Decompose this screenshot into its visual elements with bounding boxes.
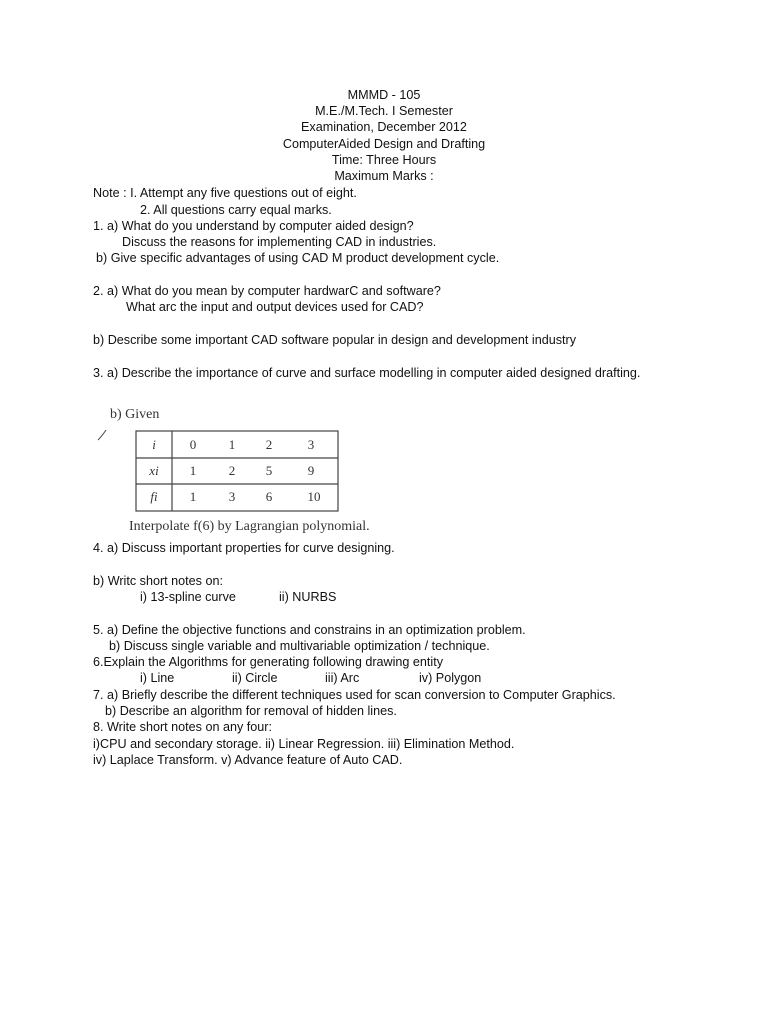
question-3a: 3. a) Describe the importance of curve and surface modelling in computer aided designed drafting. — [93, 366, 641, 380]
question-1a-continued: Discuss the reasons for implementing CAD in industries. — [122, 235, 437, 249]
question-4b-option-2: ii) NURBS — [279, 590, 337, 604]
note-line-1: Note : I. Attempt any five questions out of eight. — [93, 186, 357, 200]
question-7b: b) Describe an algorithm for removal of hidden lines. — [105, 704, 397, 718]
question-5a: 5. a) Define the objective functions and constrains in an optimization problem. — [93, 623, 526, 637]
exam-header — [0, 87, 768, 184]
question-6-option-4: iv) Polygon — [419, 671, 482, 685]
question-8: 8. Write short notes on any four: — [93, 720, 272, 734]
table-cell: 6 — [265, 489, 273, 504]
question-2a: 2. a) What do you mean by computer hardwarC and software? — [93, 284, 441, 298]
table-cell: 5 — [265, 463, 273, 478]
table-cell: 3 — [228, 489, 236, 504]
table-row-head-i: i — [152, 437, 156, 452]
question-6: 6.Explain the Algorithms for generating following drawing entity — [93, 655, 444, 669]
exam-duration: Time: Three Hours — [331, 152, 437, 167]
table-row-head-xi: xi — [149, 463, 159, 478]
question-3b-instruction: Interpolate f(6) by Lagrangian polynomial. — [129, 519, 370, 534]
question-3b-scan — [96, 400, 376, 538]
maximum-marks: Maximum Marks : — [334, 168, 434, 183]
question-7a: 7. a) Briefly describe the different techniques used for scan conversion to Computer Graphics. — [93, 688, 616, 702]
question-5b: b) Discuss single variable and multivariable optimization / technique. — [109, 639, 490, 653]
table-row-head-fi: fi — [150, 489, 158, 504]
exam-session: Examination, December 2012 — [301, 120, 467, 135]
question-4b: b) Writc short notes on: — [93, 574, 223, 588]
question-3b-label: b) Given — [110, 407, 160, 422]
paper-code: MMMD - 105 — [347, 88, 421, 102]
table-cell: 2 — [228, 463, 236, 478]
question-6-option-3: iii) Arc — [325, 671, 360, 685]
question-4a: 4. a) Discuss important properties for curve designing. — [93, 541, 395, 555]
table-cell: 10 — [307, 489, 321, 504]
question-2a-continued: What arc the input and output devices used for CAD? — [126, 300, 424, 314]
question-2b: b) Describe some important CAD software popular in design and development industry — [93, 333, 577, 347]
note-line-2: 2. All questions carry equal marks. — [140, 203, 332, 217]
table-cell: 0 — [189, 437, 197, 452]
question-1a: 1. a) What do you understand by computer aided design? — [93, 219, 414, 233]
table-cell: 2 — [265, 437, 273, 452]
table-cell: 3 — [307, 437, 315, 452]
table-cell: 1 — [189, 489, 197, 504]
table-cell: 1 — [228, 437, 236, 452]
table-cell: 9 — [307, 463, 315, 478]
subject-title: ComputerAided Design and Drafting — [282, 136, 486, 151]
question-8-line-2: iv) Laplace Transform. v) Advance feature of Auto CAD. — [93, 753, 403, 767]
table-cell: 1 — [189, 463, 197, 478]
question-6-option-2: ii) Circle — [232, 671, 278, 685]
question-8-line-1: i)CPU and secondary storage. ii) Linear Regression. iii) Elimination Method. — [93, 737, 515, 751]
question-6-option-1: i) Line — [140, 671, 175, 685]
question-4b-option-1: i) 13-spline curve — [140, 590, 236, 604]
question-1b: b) Give specific advantages of using CAD M product development cycle. — [96, 251, 500, 265]
degree-semester: M.E./M.Tech. I Semester — [315, 104, 453, 119]
